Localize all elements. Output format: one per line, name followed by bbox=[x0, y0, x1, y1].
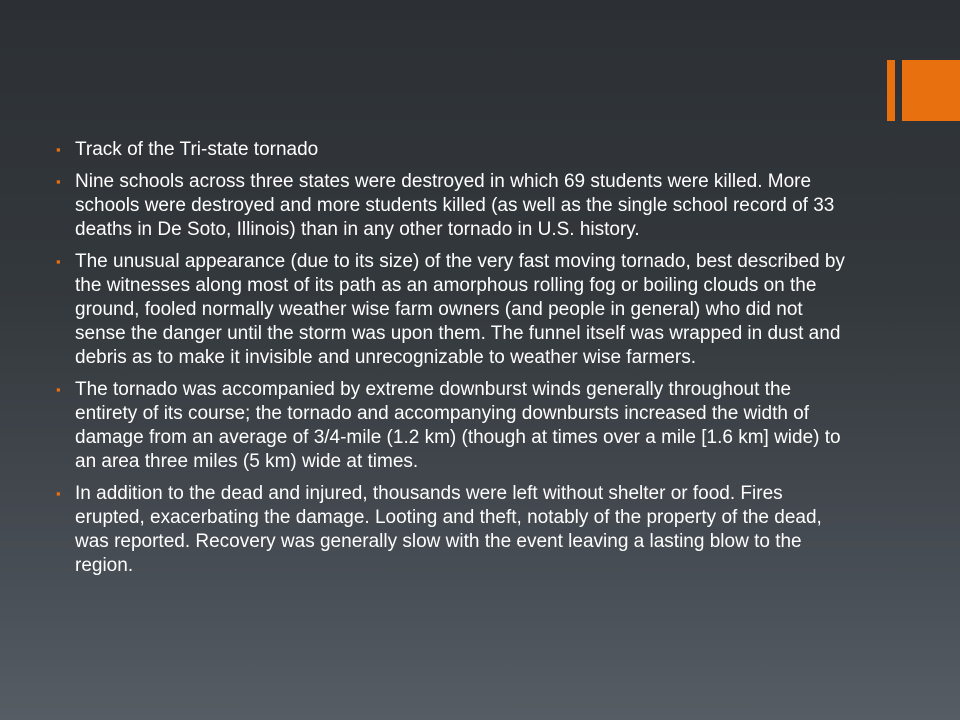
square-bullet-icon: ▪ bbox=[56, 382, 61, 397]
bullet-text: Track of the Tri-state tornado bbox=[75, 139, 319, 160]
bullet-list bbox=[56, 138, 852, 586]
bullet-item bbox=[56, 170, 852, 242]
bullet-item bbox=[56, 378, 852, 474]
bullet-item bbox=[56, 138, 852, 162]
square-bullet-icon: ▪ bbox=[56, 254, 61, 269]
square-bullet-icon: ▪ bbox=[56, 486, 61, 501]
accent-bar-thin bbox=[887, 60, 895, 121]
bullet-item bbox=[56, 250, 852, 370]
bullet-text: The tornado was accompanied by extreme downburst winds generally throughout the entirety of its course; the tornado and accompanying downbursts increased the width of damage from an average of 3/4-mile (1.2 km) (though at times over a mile [1.6 km] wide) to an area three miles (5 km) wide at times. bbox=[75, 379, 841, 472]
square-bullet-icon: ▪ bbox=[56, 142, 61, 157]
accent-bar-thick bbox=[902, 60, 960, 121]
bullet-text: In addition to the dead and injured, thousands were left without shelter or food. Fires erupted, exacerbating the damage. Looting and theft, notably of the property of the dead, was reported. Recovery was generally slow with the event leaving a lasting blow to the region. bbox=[75, 483, 822, 576]
square-bullet-icon: ▪ bbox=[56, 174, 61, 189]
bullet-text: The unusual appearance (due to its size) of the very fast moving tornado, best described by the witnesses along most of its path as an amorphous rolling fog or boiling clouds on the ground, fooled normally weather wise farm owners (and people in general) who did not sense the danger until the storm was upon them. The funnel itself was wrapped in dust and debris as to make it invisible and unrecognizable to weather wise farmers. bbox=[75, 251, 845, 368]
bullet-text: Nine schools across three states were destroyed in which 69 students were killed. More schools were destroyed and more students killed (as well as the single school record of 33 deaths in De Soto, Illinois) than in any other tornado in U.S. history. bbox=[75, 171, 835, 240]
bullet-item bbox=[56, 482, 852, 578]
